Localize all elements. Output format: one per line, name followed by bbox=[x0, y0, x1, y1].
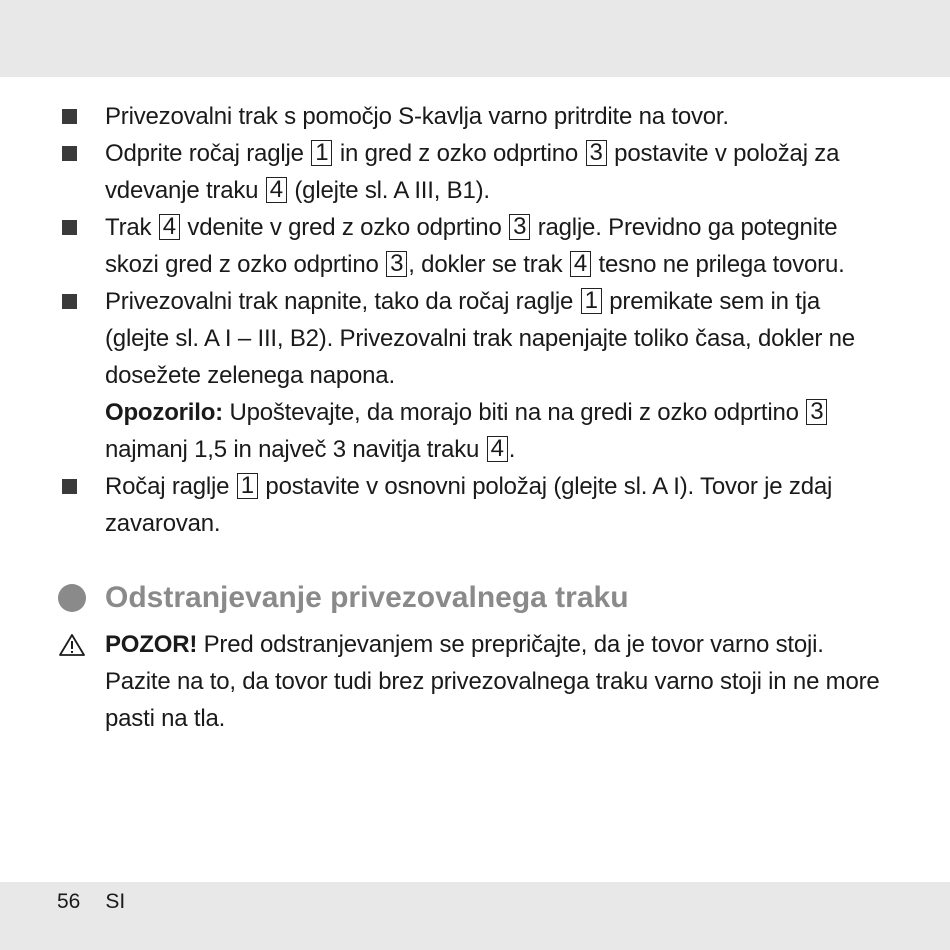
part-reference-number: 3 bbox=[386, 251, 407, 277]
step-text: postavite v osnovni položaj (glejte sl. A I). Tovor je zdaj zavarovan. bbox=[105, 473, 833, 537]
square-bullet-icon bbox=[62, 146, 77, 161]
top-margin-band bbox=[0, 0, 950, 77]
section-heading bbox=[0, 572, 950, 624]
step-text: vdenite v gred z ozko odprtino bbox=[180, 214, 509, 241]
square-bullet-icon bbox=[62, 479, 77, 494]
step-text: , dokler se trak bbox=[408, 251, 569, 278]
step-text: raglje. Previdno ga potegnite skozi gred z ozko odprtino bbox=[105, 214, 838, 278]
page-content bbox=[0, 98, 950, 737]
instruction-step bbox=[0, 135, 950, 209]
warning-text: Pred odstranjevanjem se prepričajte, da je tovor varno stoji. Pazite na to, da tovor tudi brez privezovalnega traku varno stoji in ne more pasti na tla. bbox=[105, 631, 880, 732]
warning-block bbox=[0, 626, 950, 737]
note-label: Opozorilo: bbox=[105, 399, 223, 426]
part-reference-number: 1 bbox=[311, 140, 332, 166]
part-reference-number: 4 bbox=[570, 251, 591, 277]
step-text: postavite v položaj za vdevanje traku bbox=[105, 140, 840, 204]
part-reference-number: 4 bbox=[487, 436, 508, 462]
language-code: SI bbox=[105, 890, 126, 913]
step-text: in gred z ozko odprtino bbox=[333, 140, 585, 167]
instruction-step bbox=[0, 283, 950, 468]
warning-triangle-icon bbox=[58, 633, 86, 657]
step-text: Privezovalni trak s pomočjo S-kavlja varno pritrdite na tovor. bbox=[105, 103, 729, 130]
step-text: Upoštevajte, da morajo biti na na gredi z ozko odprtino bbox=[222, 399, 806, 426]
step-text: premikate sem in tja (glejte sl. A I – III, B2). Privezovalni trak napenjajte toliko časa, dokler ne dosežete zelenega napona. bbox=[105, 288, 855, 389]
part-reference-number: 4 bbox=[159, 214, 180, 240]
step-text: najmanj 1,5 in največ 3 navitja traku bbox=[105, 436, 486, 463]
step-text: Privezovalni trak napnite, tako da ročaj raglje bbox=[105, 288, 580, 315]
square-bullet-icon bbox=[62, 220, 77, 235]
part-reference-number: 1 bbox=[237, 473, 258, 499]
page-number: 56 bbox=[57, 890, 81, 913]
instruction-step bbox=[0, 468, 950, 542]
step-text: . bbox=[508, 436, 516, 463]
step-text: Odprite ročaj raglje bbox=[105, 140, 311, 167]
page-footer bbox=[57, 888, 150, 916]
part-reference-number: 3 bbox=[509, 214, 530, 240]
instruction-step bbox=[0, 209, 950, 283]
square-bullet-icon bbox=[62, 109, 77, 124]
part-reference-number: 1 bbox=[581, 288, 602, 314]
part-reference-number: 3 bbox=[806, 399, 827, 425]
step-text: Ročaj raglje bbox=[105, 473, 236, 500]
step-text: tesno ne prilega tovoru. bbox=[592, 251, 845, 278]
step-text: (glejte sl. A III, B1). bbox=[287, 177, 490, 204]
part-reference-number: 3 bbox=[586, 140, 607, 166]
square-bullet-icon bbox=[62, 294, 77, 309]
section-bullet-dot-icon bbox=[58, 584, 86, 612]
instruction-step bbox=[0, 98, 950, 135]
part-reference-number: 4 bbox=[266, 177, 287, 203]
section-heading-text: Odstranjevanje privezovalnega traku bbox=[105, 581, 629, 614]
step-text: Trak bbox=[105, 214, 158, 241]
instruction-steps-list bbox=[0, 98, 950, 542]
warning-label: POZOR! bbox=[105, 631, 198, 658]
